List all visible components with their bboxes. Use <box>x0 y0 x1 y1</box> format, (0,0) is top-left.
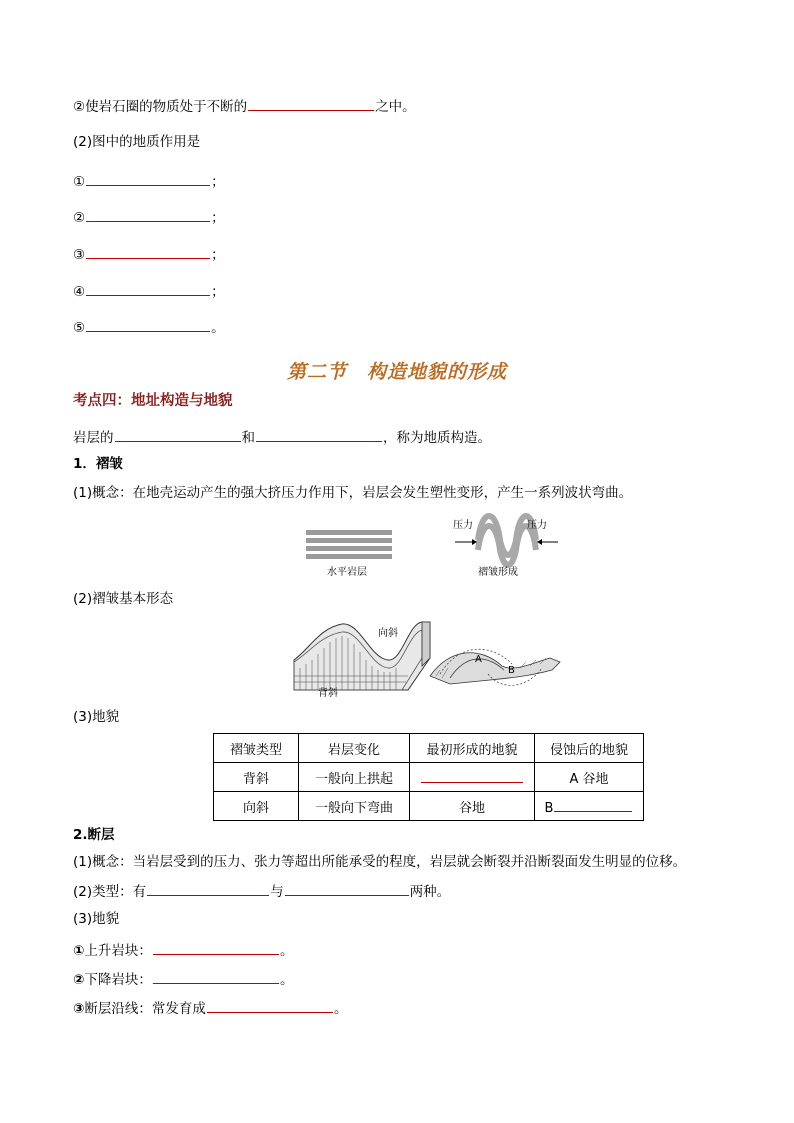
fault-types-post: 两种。 <box>409 884 451 900</box>
fold-landform-table <box>213 733 644 821</box>
blank-field[interactable] <box>554 797 632 812</box>
item-end: ； <box>211 247 225 263</box>
caption-horizontal-strata: 水平岩层 <box>327 567 367 578</box>
item-marker: ③ <box>73 1001 85 1017</box>
label-anticline: 背斜 <box>318 688 338 699</box>
structure-definition <box>73 427 491 447</box>
fault-item-3 <box>73 998 347 1018</box>
blank-field[interactable] <box>86 317 210 332</box>
blank-field[interactable] <box>248 96 374 111</box>
fault-concept: (1)概念：当岩层受到的压力、张力等超出所能承受的程度，岩层就会断裂并沿断裂面发生明显的位移。 <box>73 854 687 870</box>
item-marker: ② <box>73 972 85 988</box>
blank-field[interactable] <box>86 281 210 296</box>
item-marker: ① <box>73 943 85 959</box>
erosion-item-2-end: 之中。 <box>375 99 416 115</box>
item-end: ； <box>211 284 225 300</box>
item-end: 。 <box>279 972 294 988</box>
eroded-fold-cross-section <box>430 649 560 685</box>
force-label-left: 压力 <box>453 520 473 531</box>
fault-types <box>73 881 450 901</box>
table-header: 岩层变化 <box>299 734 410 763</box>
item-label: 下降岩块： <box>84 972 152 988</box>
horizontal-strata-image <box>306 530 392 559</box>
process-item-4 <box>73 281 225 301</box>
blank-field[interactable] <box>256 427 382 442</box>
table-cell-with-blank[interactable] <box>535 792 644 821</box>
table-header: 最初形成的地貌 <box>410 734 535 763</box>
blank-field[interactable] <box>86 244 210 259</box>
blank-field[interactable] <box>153 940 279 955</box>
fault-types-pre: (2)类型：有 <box>73 884 147 900</box>
table-header: 侵蚀后的地貌 <box>535 734 644 763</box>
blank-field[interactable] <box>207 998 333 1013</box>
item-end: ； <box>211 210 225 226</box>
blank-field[interactable] <box>285 881 409 896</box>
table-cell: 谷地 <box>410 792 535 821</box>
item-marker: ④ <box>73 284 86 300</box>
item-marker: ② <box>73 210 86 226</box>
table-row <box>214 792 644 821</box>
item-end: 。 <box>279 943 294 959</box>
erosion-item-2 <box>73 96 416 116</box>
erosion-item-2-text: ②使岩石圈的物质处于不断的 <box>73 99 248 115</box>
item-end: ； <box>211 174 225 190</box>
table-row <box>214 763 644 792</box>
intro-post: ，称为地质构造。 <box>383 430 491 446</box>
section-title: 第二节 构造地貌的形成 <box>286 361 507 383</box>
blank-field[interactable] <box>115 427 241 442</box>
process-item-2 <box>73 207 225 227</box>
label-syncline: 向斜 <box>378 628 398 639</box>
blank-field[interactable] <box>421 768 523 783</box>
intro-mid: 和 <box>241 430 255 446</box>
table-cell: 向斜 <box>214 792 299 821</box>
process-item-5 <box>73 317 225 337</box>
item-label: 上升岩块： <box>84 943 152 959</box>
fault-item-1 <box>73 940 293 960</box>
item-marker: ⑤ <box>73 320 86 336</box>
label-a: A <box>475 654 482 665</box>
cell-prefix: B <box>544 800 554 816</box>
blank-field[interactable] <box>86 207 210 222</box>
force-label-right: 压力 <box>527 520 547 531</box>
fold-heading: 1．褶皱 <box>73 456 123 472</box>
item-marker: ③ <box>73 247 86 263</box>
table-cell: 背斜 <box>214 763 299 792</box>
intro-pre: 岩层的 <box>73 430 114 446</box>
item-marker: ① <box>73 174 86 190</box>
kaodian-heading: 考点四：地址构造与地貌 <box>73 393 233 409</box>
item-end: 。 <box>333 1001 348 1017</box>
table-header: 褶皱类型 <box>214 734 299 763</box>
process-item-1 <box>73 171 225 191</box>
fold-concept: (1)概念：在地壳运动产生的强大挤压力作用下，岩层会发生塑性变形，产生一系列波状弯曲。 <box>73 485 633 501</box>
block-diagram <box>294 622 430 690</box>
table-cell: 一般向下弯曲 <box>299 792 410 821</box>
fault-item-2 <box>73 969 293 989</box>
fault-types-mid: 与 <box>270 884 284 900</box>
fold-landform-title: (3)地貌 <box>73 709 120 725</box>
table-cell: A 谷地 <box>535 763 644 792</box>
process-item-3 <box>73 244 225 264</box>
label-b: B <box>508 665 515 676</box>
blank-field[interactable] <box>147 881 269 896</box>
caption-fold-formation: 褶皱形成 <box>478 567 518 578</box>
item-label: 断层沿线：常发育成 <box>84 1001 206 1017</box>
item-end: 。 <box>211 320 225 336</box>
question-2-title: (2)图中的地质作用是 <box>73 134 201 150</box>
table-cell-blank[interactable] <box>410 763 535 792</box>
fault-heading: 2.断层 <box>73 827 115 843</box>
blank-field[interactable] <box>86 171 210 186</box>
blank-field[interactable] <box>153 969 279 984</box>
fault-landform-title: (3)地貌 <box>73 911 120 927</box>
table-header-row <box>214 734 644 763</box>
fold-basic-forms: (2)褶皱基本形态 <box>73 591 174 607</box>
table-cell: 一般向上拱起 <box>299 763 410 792</box>
